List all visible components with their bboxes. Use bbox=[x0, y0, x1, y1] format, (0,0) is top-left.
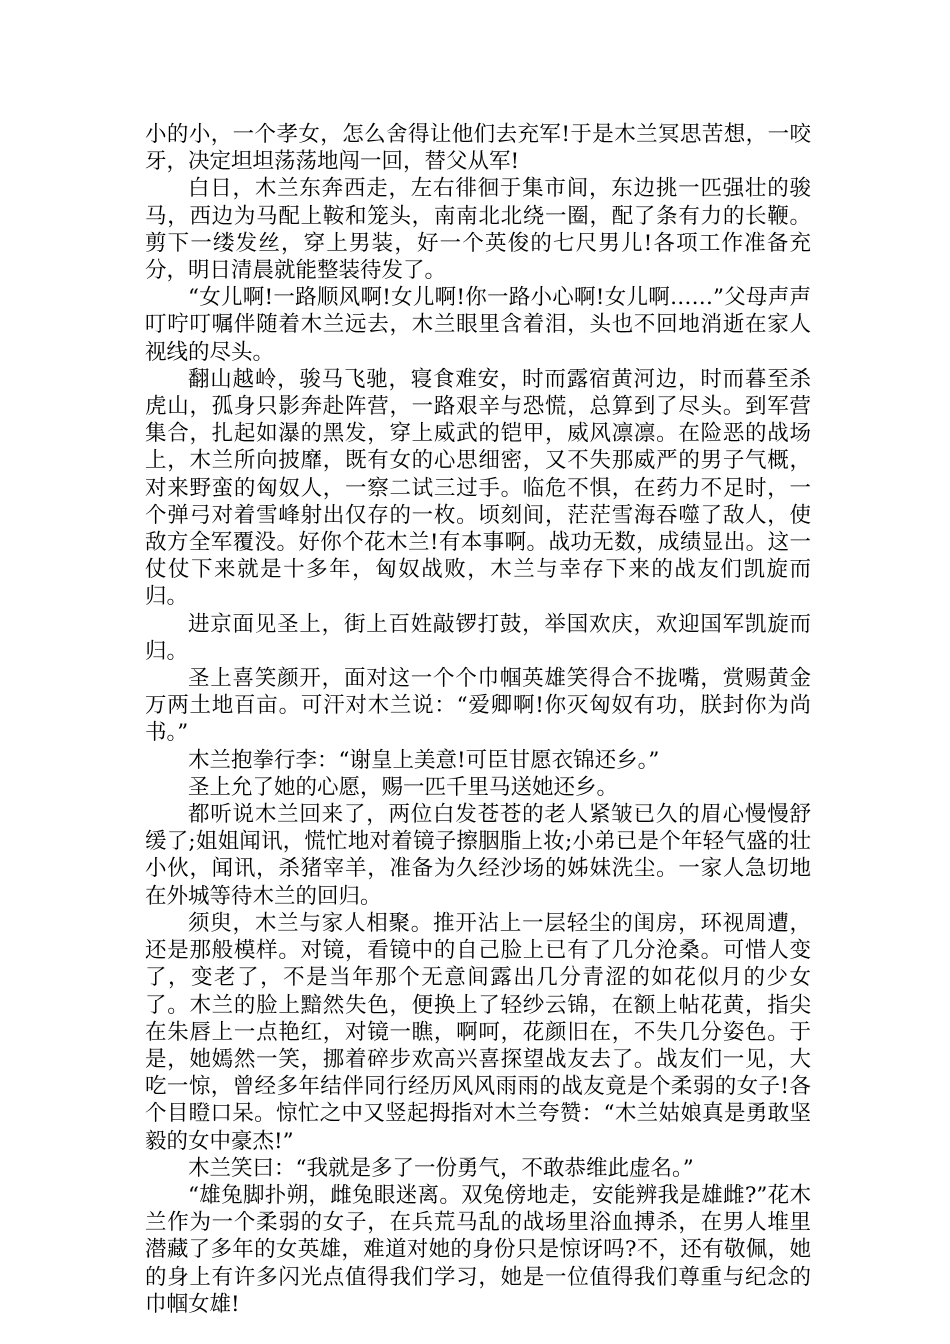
paragraph: 小的小，一个孝女，怎么舍得让他们去充军!于是木兰冥思苦想，一咬牙，决定坦坦荡荡地闯一回，替父从军! bbox=[145, 122, 811, 175]
paragraph: 须臾，木兰与家人相聚。推开沾上一层轻尘的闺房，环视周遭，还是那般模样。对镜，看镜中的自己脸上已有了几分沧桑。可惜人变了，变老了，不是当年那个无意间露出几分青涩的如花似月的少女了。木兰的脸上黯然失色，便换上了轻纱云锦，在额上帖花黄，指尖在朱唇上一点艳红，对镜一瞧，啊呵，花颜旧在，不失几分姿色。于是，她嫣然一笑，挪着碎步欢高兴喜探望战友去了。战友们一见，大吃一惊，曾经多年结伴同行经历风风雨雨的战友竟是个柔弱的女子!各个目瞪口呆。惊忙之中又竖起拇指对木兰夸赞：“木兰姑娘真是勇敢坚毅的女中豪杰!” bbox=[145, 910, 811, 1154]
paragraph: 圣上喜笑颜开，面对这一个个巾帼英雄笑得合不拢嘴，赏赐黄金万两土地百亩。可汗对木兰说：“爱卿啊!你灭匈奴有功，朕封你为尚书。” bbox=[145, 666, 811, 746]
article-body bbox=[145, 121, 811, 1318]
paragraph: “雄兔脚扑朔，雌兔眼迷离。双兔傍地走，安能辨我是雄雌?”花木兰作为一个柔弱的女子，在兵荒马乱的战场里浴血搏杀，在男人堆里潜藏了多年的女英雄，难道对她的身份只是惊讶吗?不，还有敬佩，她的身上有许多闪光点值得我们学习，她是一位值得我们尊重与纪念的巾帼女雄! bbox=[145, 1182, 811, 1317]
paragraph: 木兰抱拳行李：“谢皇上美意!可臣甘愿衣锦还乡。” bbox=[188, 747, 660, 773]
paragraph: 圣上允了她的心愿，赐一匹千里马送她还乡。 bbox=[188, 774, 619, 800]
paragraph: 都听说木兰回来了，两位白发苍苍的老人紧皱已久的眉心慢慢舒缓了;姐姐闻讯，慌忙地对着镜子擦胭脂上妆;小弟已是个年轻气盛的壮小伙，闻讯，杀猪宰羊，准备为久经沙场的姊妹洗尘。一家人急切地在外城等待木兰的回归。 bbox=[145, 802, 811, 909]
paragraph: 翻山越岭，骏马飞驰，寝食难安，时而露宿黄河边，时而暮至杀虎山，孤身只影奔赴阵营，一路艰辛与恐慌，总算到了尽头。到军营集合，扎起如瀑的黑发，穿上威武的铠甲，威风凛凛。在险恶的战场上，木兰所向披靡，既有女的心思细密，又不失那威严的男子气概，对来野蛮的匈奴人，一察二试三过手。临危不惧，在药力不足时，一个弹弓对着雪峰射出仅存的一枚。顷刻间，茫茫雪海吞噬了敌人，使敌方全军覆没。好你个花木兰!有本事啊。战功无数，成绩显出。这一仗仗下来就是十多年，匈奴战败，木兰与幸存下来的战友们凯旋而归。 bbox=[145, 366, 811, 610]
paragraph: 木兰笑曰：“我就是多了一份勇气，不敢恭维此虚名。” bbox=[188, 1155, 694, 1181]
paragraph: 白日，木兰东奔西走，左右徘徊于集市间，东边挑一匹强壮的骏马，西边为马配上鞍和笼头，南南北北绕一圈，配了条有力的长鞭。剪下一缕发丝，穿上男装，好一个英俊的七尺男儿!各项工作准备充分，明日清晨就能整装待发了。 bbox=[145, 176, 811, 284]
paragraph: 进京面见圣上，街上百姓敲锣打鼓，举国欢庆，欢迎国军凯旋而归。 bbox=[145, 611, 811, 664]
paragraph: “女儿啊!一路顺风啊!女儿啊!你一路小心啊!女儿啊……”父母声声叮咛叮嘱伴随着木兰远去，木兰眼里含着泪，头也不回地消逝在家人视线的尽头。 bbox=[145, 285, 811, 365]
